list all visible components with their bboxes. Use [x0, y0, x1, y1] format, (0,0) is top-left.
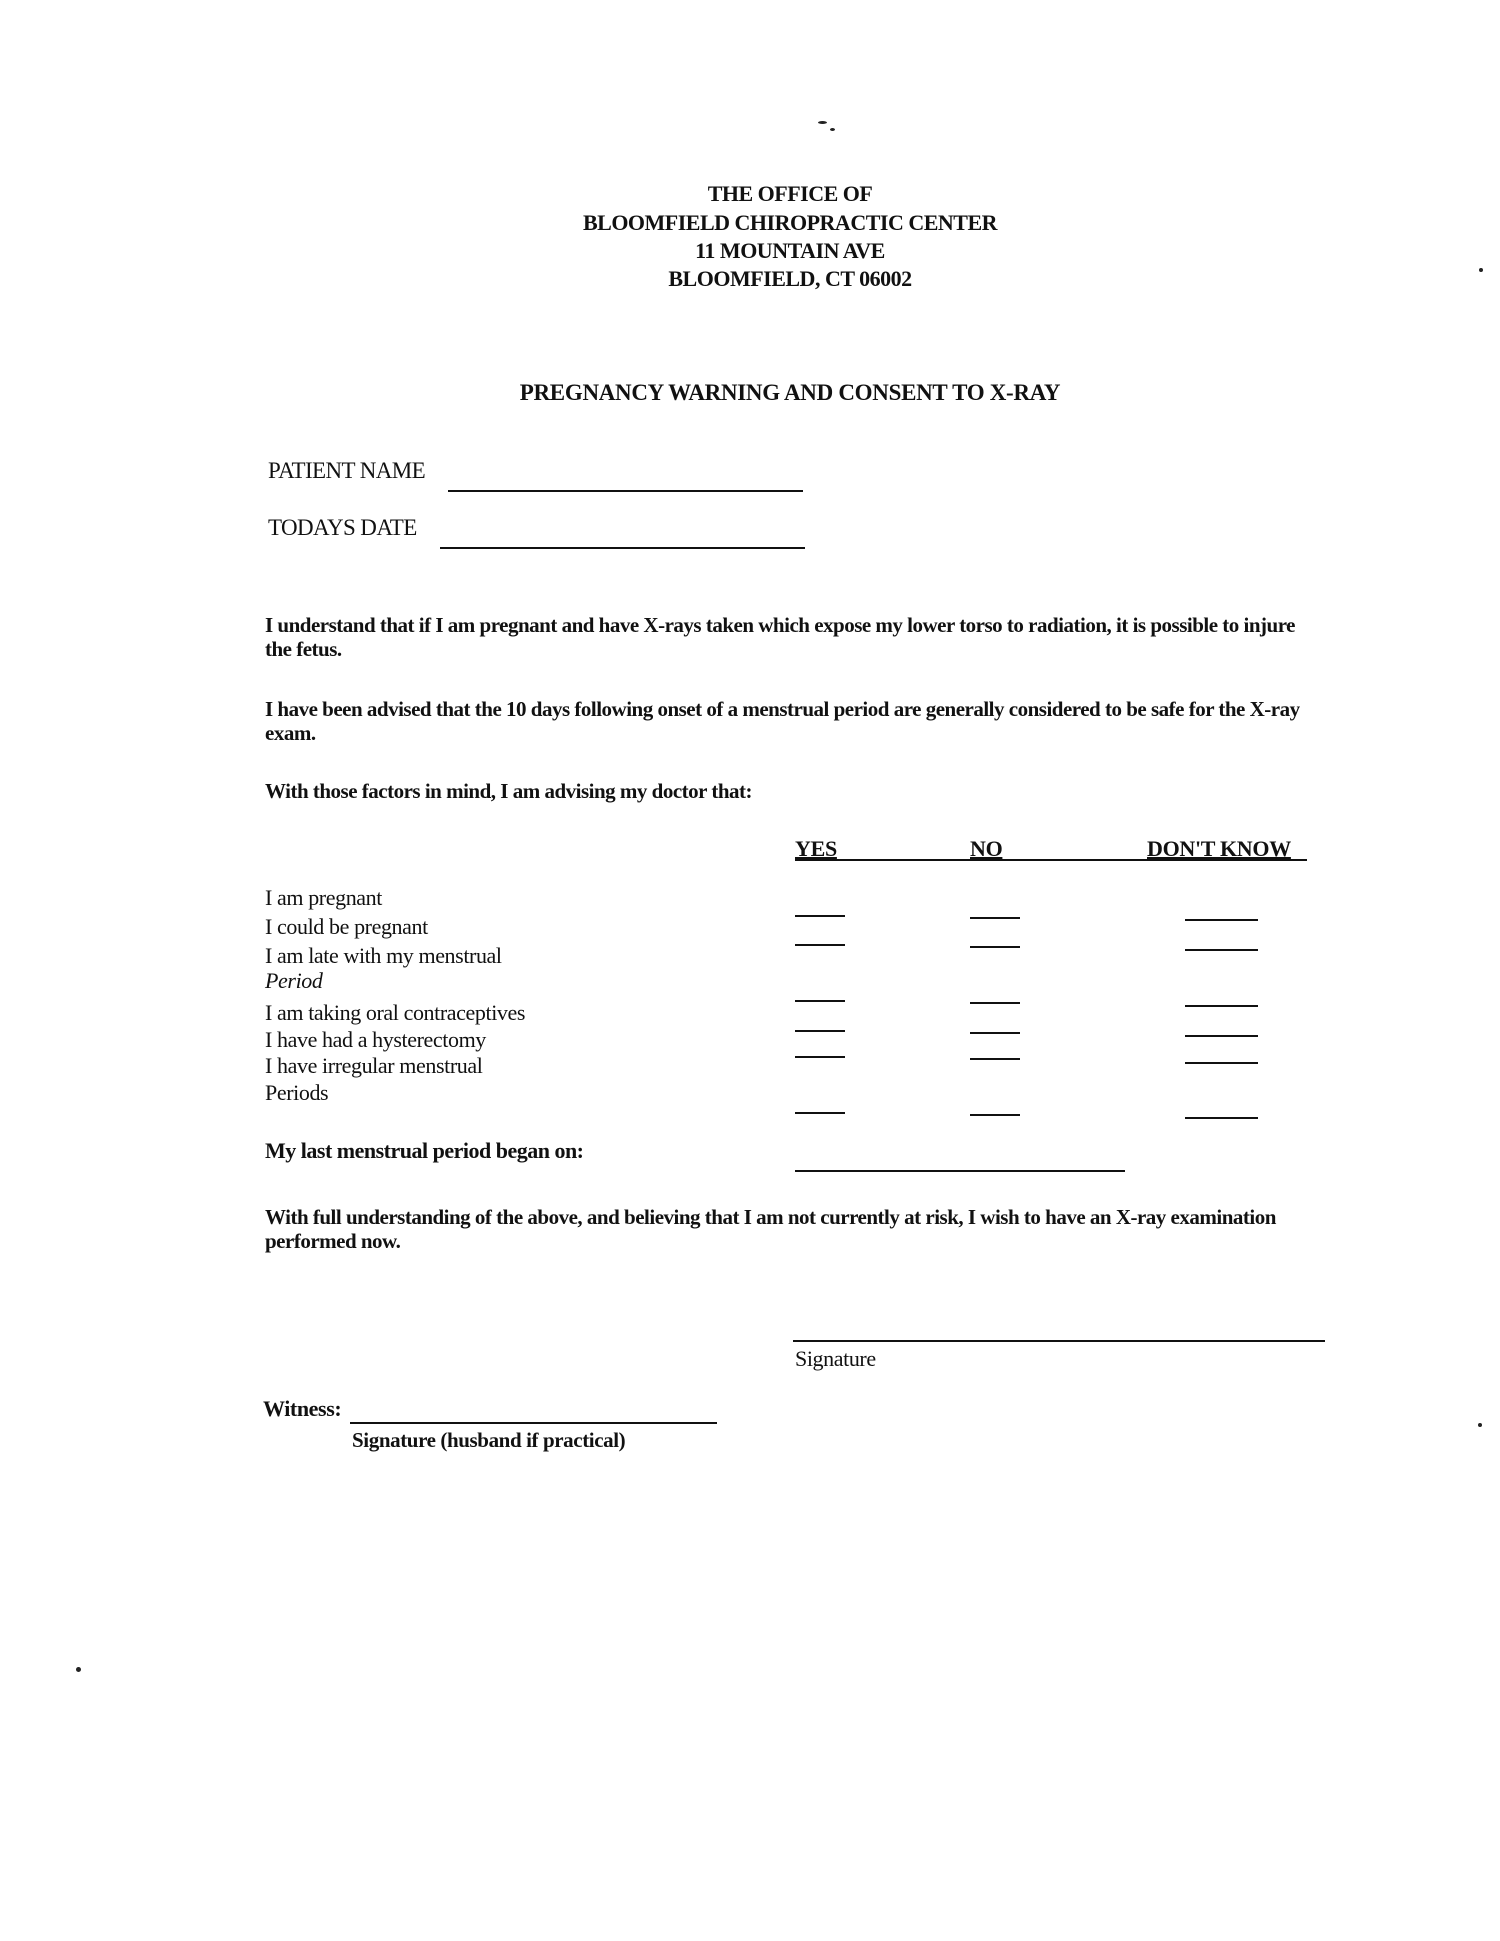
question-late-menstrual: I am late with my menstrual [265, 943, 502, 968]
safe-period-paragraph: I have been advised that the 10 days following onset of a menstrual period are generally considered to be safe for the X-ray exam. [265, 697, 1300, 745]
answer-blank-dont-know[interactable] [1185, 1005, 1258, 1007]
answer-blank-yes[interactable] [795, 1030, 845, 1032]
answer-blank-dont-know[interactable] [1185, 1062, 1258, 1064]
last-period-date-field[interactable] [795, 1170, 1125, 1172]
clinic-city: BLOOMFIELD, CT 06002 [668, 266, 912, 291]
scan-speck [818, 121, 827, 124]
question-irregular-menstrual: I have irregular menstrual [265, 1053, 483, 1078]
question-irregular-menstrual-cont: Periods [265, 1080, 329, 1105]
scan-speck [830, 128, 835, 131]
form-title: PREGNANCY WARNING AND CONSENT TO X-RAY [519, 380, 1061, 405]
no-column-header: NO [970, 836, 1003, 861]
patient-name-label: PATIENT NAME [268, 458, 426, 483]
todays-date-field[interactable] [440, 547, 805, 549]
last-period-label: My last menstrual period began on: [265, 1138, 584, 1163]
consent-paragraph: With full understanding of the above, and believing that I am not currently at risk, I wish to have an X-ray examination performed now. [265, 1205, 1276, 1253]
answer-blank-dont-know[interactable] [1185, 1035, 1258, 1037]
patient-signature-field[interactable] [793, 1340, 1325, 1342]
answer-blank-yes[interactable] [795, 915, 845, 917]
answer-blank-dont-know[interactable] [1185, 1117, 1258, 1119]
question-oral-contraceptives: I am taking oral contraceptives [265, 1000, 526, 1025]
answer-blank-no[interactable] [970, 946, 1020, 948]
office-heading: THE OFFICE OF [707, 181, 873, 206]
clinic-street: 11 MOUNTAIN AVE [695, 238, 885, 263]
question-hysterectomy: I have had a hysterectomy [265, 1027, 486, 1052]
advising-paragraph: With those factors in mind, I am advising my doctor that: [265, 779, 752, 803]
answer-blank-no[interactable] [970, 1114, 1020, 1116]
answer-blank-yes[interactable] [795, 1112, 845, 1114]
question-could-be-pregnant: I could be pregnant [265, 914, 428, 939]
answer-blank-yes[interactable] [795, 1000, 845, 1002]
answer-blank-no[interactable] [970, 1032, 1020, 1034]
answer-blank-dont-know[interactable] [1185, 949, 1258, 951]
scan-speck [1478, 1423, 1482, 1427]
answer-blank-yes[interactable] [795, 944, 845, 946]
answer-blank-no[interactable] [970, 1002, 1020, 1004]
dont-know-column-header: DON'T KNOW [1147, 836, 1291, 861]
question-late-menstrual-cont: Period [265, 968, 323, 993]
risk-paragraph: I understand that if I am pregnant and have X-rays taken which expose my lower torso to radiation, it is possible to injure the fetus. [265, 613, 1295, 661]
answer-blank-no[interactable] [970, 1058, 1020, 1060]
todays-date-label: TODAYS DATE [268, 515, 417, 540]
question-pregnant: I am pregnant [265, 885, 382, 910]
signature-label: Signature [795, 1346, 876, 1371]
column-header-rule [795, 859, 1307, 861]
answer-blank-yes[interactable] [795, 1056, 845, 1058]
scan-speck [76, 1667, 81, 1672]
witness-signature-field[interactable] [350, 1422, 717, 1424]
answer-blank-no[interactable] [970, 917, 1020, 919]
yes-column-header: YES [795, 836, 837, 861]
witness-sub-label: Signature (husband if practical) [352, 1428, 626, 1452]
patient-name-field[interactable] [448, 490, 803, 492]
clinic-name: BLOOMFIELD CHIROPRACTIC CENTER [582, 210, 998, 235]
witness-label: Witness: [263, 1396, 342, 1421]
answer-blank-dont-know[interactable] [1185, 919, 1258, 921]
